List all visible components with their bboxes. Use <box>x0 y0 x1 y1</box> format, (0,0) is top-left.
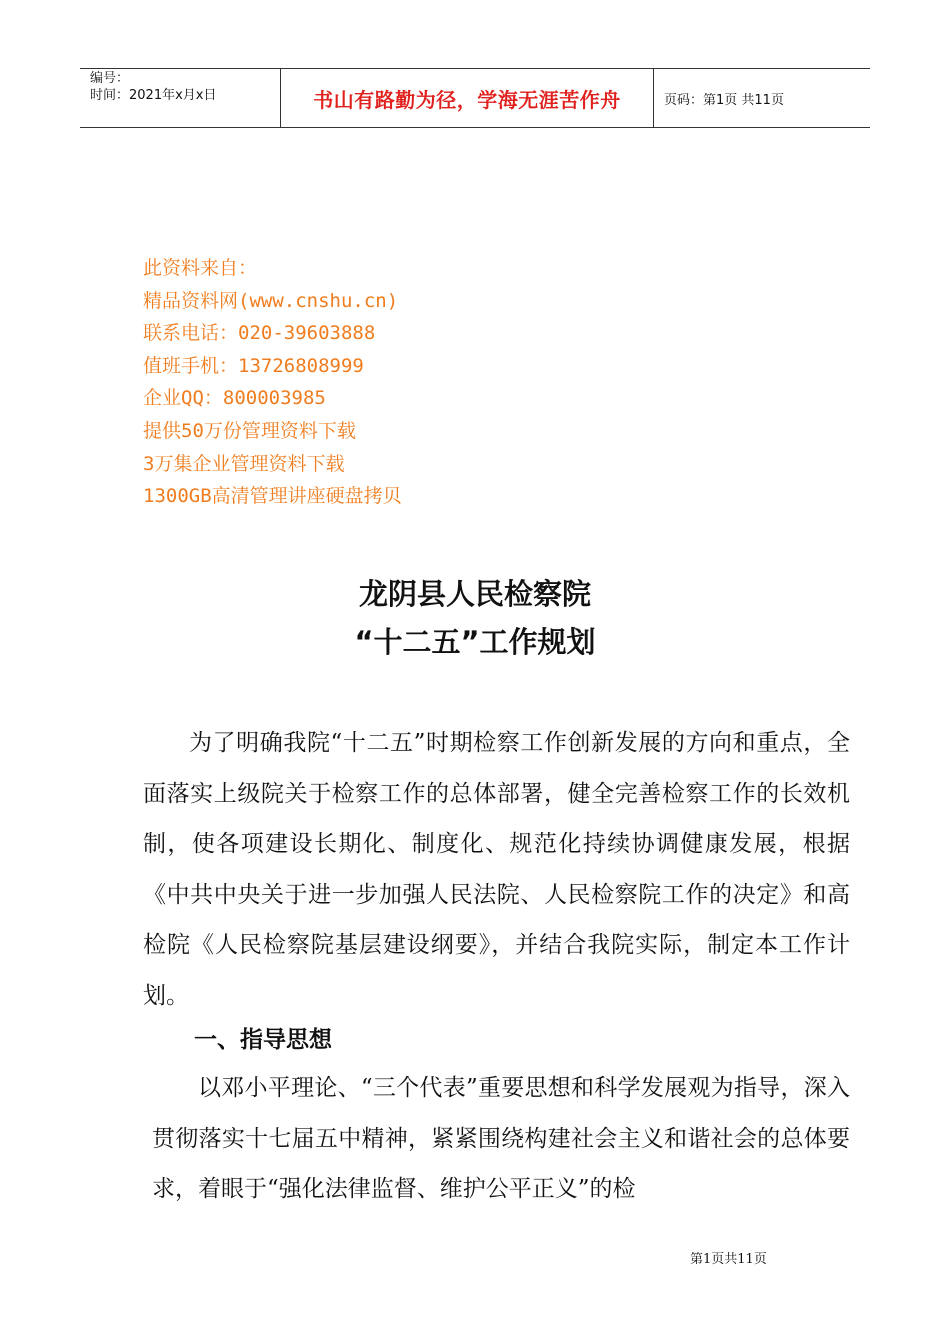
header-meta <box>80 69 281 127</box>
info-line: 企业QQ：800003985 <box>143 387 326 410</box>
header-page-info: 页码：第1页 共11页 <box>664 92 784 108</box>
source-info-block <box>143 252 402 513</box>
document-subtitle: “十二五”工作规划 <box>354 625 596 659</box>
info-line: 此资料来自： <box>143 257 258 279</box>
info-line: 值班手机：13726808999 <box>143 354 364 377</box>
section-heading: 一、指导思想 <box>194 1027 332 1053</box>
page-footer: 第1页共11页 <box>690 1252 767 1267</box>
body-paragraph: 为了明确我院“十二五”时期检察工作创新发展的方向和重点，全面落实上级院关于检察工作的总体部署，健全完善检察工作的长效机制，使各项建设长期化、制度化、规范化持续协调健康发展，根据《中共中央关于进一步加强人民法院、人民检察院工作的决定》和高检院《人民检察院基层建设纲要》，并结合我院实际，制定本工作计划。 <box>143 730 850 1009</box>
info-line: 精品资料网(www.cnshu.cn) <box>143 289 399 312</box>
document-title: 龙阴县人民检察院 <box>358 577 591 611</box>
header-motto: 书山有路勤为径，学海无涯苦作舟 <box>281 69 654 127</box>
document-header <box>80 68 870 128</box>
info-line: 1300GB高清管理讲座硬盘拷贝 <box>143 485 402 508</box>
number-label: 编号： <box>90 71 130 86</box>
info-line: 联系电话：020-39603888 <box>143 322 376 345</box>
time-label: 时间：2021年x月x日 <box>90 88 217 103</box>
info-line: 提供50万份管理资料下载 <box>143 419 356 442</box>
info-line: 3万集企业管理资料下载 <box>143 452 345 475</box>
body-paragraph: 以邓小平理论、“三个代表”重要思想和科学发展观为指导，深入贯彻落实十七届五中精神，紧紧围绕构建社会主义和谐社会的总体要求，着眼于“强化法律监督、维护公平正义”的检 <box>152 1075 850 1203</box>
